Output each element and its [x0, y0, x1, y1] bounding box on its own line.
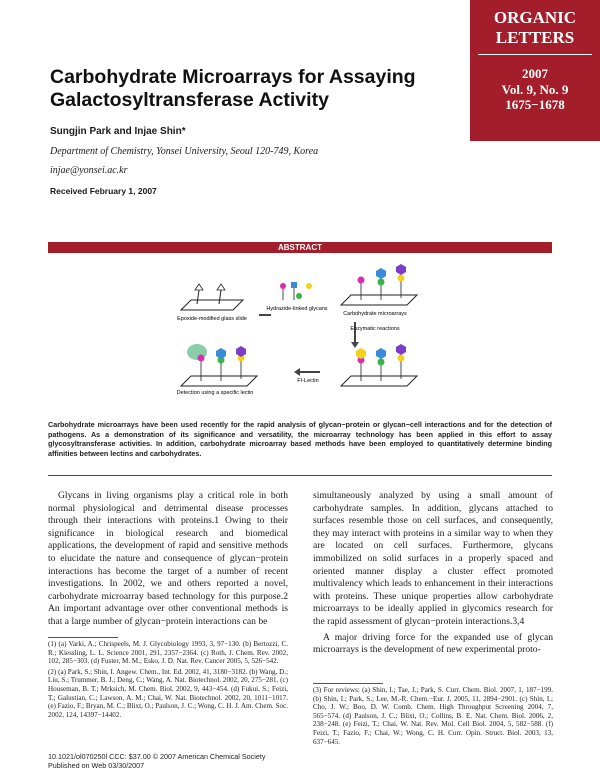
- epoxide-slide: [181, 284, 243, 310]
- abstract-text: Carbohydrate microarrays have been used recently for the rapid analysis of glycan−protein or glycan−cell interactions and for the detection of pathogens. As a demonstration of its significance and versatility, the microarray technology has been applied in this effort to assay glycosyltransferase activities. In addition, carbohydrate microarray based methods have been employed to quantitatively determine binding affinities between lectins and carbohydrates.: [48, 420, 552, 458]
- published-line: Published on Web 03/30/2007: [48, 761, 145, 770]
- enzymatic-label: Enzymatic reactions: [350, 326, 400, 332]
- body-paragraph-2: simultaneously analyzed by using a small amount of carbohydrate samples. In addition, glycans attached to surfaces resemble those on cell surfaces, and consequently, they may interact with proteins in a similar way to when they are located on cell surfaces. Furthermore, glycans immobilized on solid surfaces in a properly spaced and oriented manner display a cluster effect promoted multivalency which leads to enhancement in their interactions with proteins. These unique properties allow carbohydrate microarrays to be ideally applied in glycomics research for the rapid assessment of glycan−protein interactions.3,4: [313, 490, 553, 627]
- body-left-column: [48, 490, 288, 629]
- journal-year: 2007: [522, 66, 548, 81]
- hydrazide-glycans-label: Hydrazide-linked glycans: [266, 306, 328, 312]
- journal-badge: [470, 0, 600, 141]
- reference-1: (1) (a) Varki, A.; Chrispeels, M. J. Glycobiology 1993, 3, 97−130. (b) Bertozzi, C. R.; Kiessling, L. L. Science 2001, 291, 2357−2364. (c) Roth, J. Chem. Rev. 2002, 102, 285−303. (d) Fuster, M. M.; Esko, J. D. Nat. Rev. Cancer 2005, 5, 526−542.: [48, 640, 288, 666]
- arrow-2-head: [351, 342, 359, 348]
- affiliation: Department of Chemistry, Yonsei University, Seoul 120-749, Korea: [50, 146, 319, 157]
- page-footer: [48, 752, 265, 770]
- abstract-heading: ABSTRACT: [48, 242, 552, 253]
- journal-name-line1: ORGANIC: [493, 8, 577, 27]
- authors: Sungjin Park and Injae Shin*: [50, 126, 186, 137]
- arrow-3-head: [294, 368, 300, 376]
- reference-3: (3) For reviews: (a) Shin, I.; Tae, J.; Park, S. Curr. Chem. Biol. 2007, 1, 187−199. (b) Shin, I.; Park, S.; Lee, M.-R. Chem.−Eur. J. 2005, 11, 2894−2901. (c) Shin, I.; Cho, J. W.; Boo, D. W. Comb. Chem. High Throughput Screening 2004, 7, 565−574. (d) Paulson, J. C.; Blixt, O.; Collins, B. E. Nat. Chem. Biol. 2006, 2, 238−248. (e) Feizi, T.; Chai, W. Nat. Rev. Mol. Cell Biol. 2004, 5, 582−588. (f) Feizi, T.; Fazio, F.; Chai, W.; Wong, C. H. Curr. Opin. Struct. Biol. 2003, 13, 637−645.: [313, 686, 553, 746]
- reference-2: (2) (a) Park, S.; Shin, I. Angew. Chem., Int. Ed. 2002, 41, 3180−3182. (b) Wang, D.; Liu, S.; Trummer, B. J.; Deng, C.; Wang, A. Nat. Biotechnol. 2002, 20, 275−281. (c) Houseman, B. T.; Mrksich, M. Chem. Biol. 2002, 9, 443−454. (d) Fukui, S.; Feizi, T.; Galustian, C.; Lawson, A. M.; Chai, W. Nat. Biotechnol. 2002, 20, 1011−1017. (e) Fazio, F.; Bryan, M. C.; Blixt, O.; Paulson, J. C.; Wong, C. H. J. Am. Chem. Soc. 2002, 124, 14397−14402.: [48, 667, 288, 719]
- body-paragraph-1: Glycans in living organisms play a critical role in both normal physiological and detrimental disease processes through their interactions with proteins.1 Owing to their significance in biological research and biomedical applications, the development of rapid and sensitive methods to elucidate the nature and consequence of glycan−protein interactions has become the target of a number of recent investigations. In 2002, we and others reported a novel, carbohydrate microarray based technology for this purpose.2 An important advantage over other conventional methods is that a large number of glycan−protein interactions can be: [48, 490, 288, 627]
- hydrazide-glycans: [280, 282, 312, 300]
- received-date: Received February 1, 2007: [50, 186, 157, 196]
- fi-lectin-label: FI-Lectin: [297, 378, 319, 384]
- epoxide-slide-label: Epoxide-modified glass slide: [177, 316, 247, 322]
- detection-slide: [181, 344, 257, 386]
- email-link[interactable]: injae@yonsei.ac.kr: [50, 165, 128, 176]
- body-paragraph-3: A major driving force for the expanded use of glycan microarrays is the development of new experimental proto-: [313, 631, 553, 656]
- abstract-graphic: [175, 260, 425, 410]
- references-divider-right: [313, 683, 383, 684]
- abstract-divider: [48, 475, 552, 476]
- body-right-column: [313, 490, 553, 657]
- microarray-label: Carbohydrate microarrays: [343, 311, 407, 317]
- journal-pages: 1675−1678: [505, 97, 565, 112]
- detection-label: Detection using a specific lectin: [176, 390, 254, 396]
- reacted-slide: [341, 344, 417, 386]
- references-divider-left: [48, 637, 118, 638]
- microarray-slide: [341, 264, 417, 305]
- doi-line: 10.1021/ol070250l CCC: $37.00 © 2007 American Chemical Society: [48, 752, 266, 761]
- article-title: Carbohydrate Microarrays for Assaying Galactosyltransferase Activity: [50, 66, 416, 111]
- references-left: [48, 640, 288, 721]
- references-right: [313, 686, 553, 748]
- journal-name-line2: LETTERS: [495, 28, 575, 47]
- badge-divider: [478, 54, 592, 55]
- journal-volume: Vol. 9, No. 9: [501, 82, 569, 97]
